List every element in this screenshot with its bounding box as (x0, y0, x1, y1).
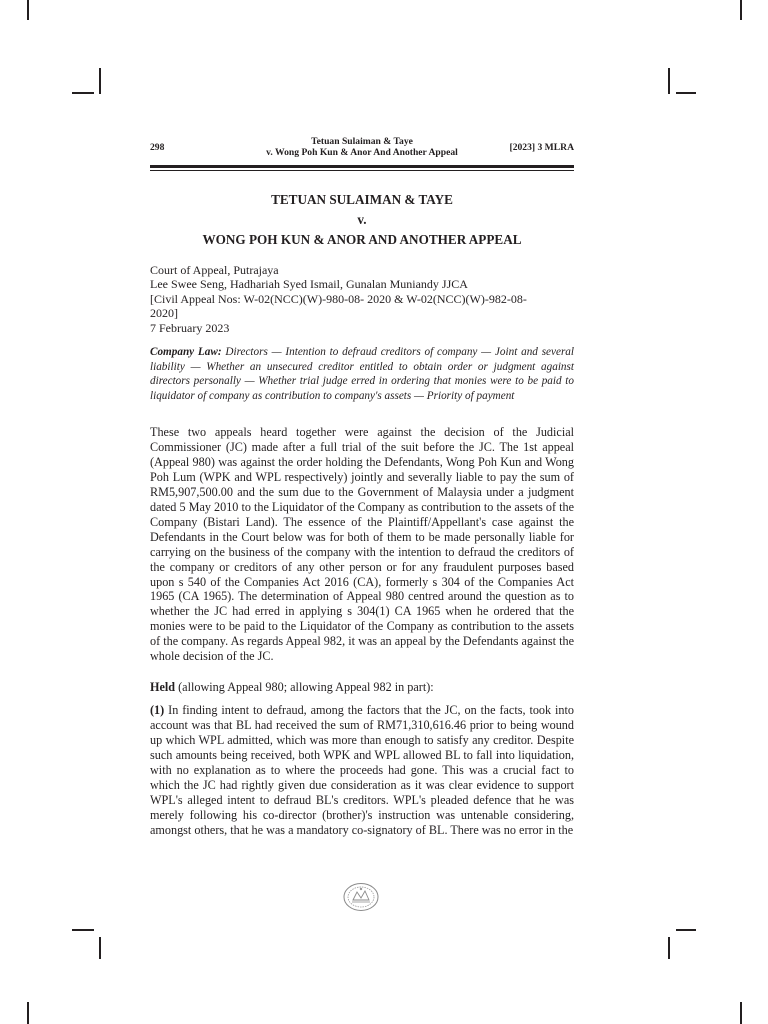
running-head-title-line2: v. Wong Poh Kun & Anor And Another Appeal (266, 147, 458, 158)
held-paragraph (150, 680, 574, 695)
court-name: Court of Appeal, Putrajaya (150, 263, 279, 277)
crop-mark (668, 937, 670, 959)
crop-mark (27, 1002, 29, 1024)
crop-mark (72, 929, 94, 931)
case-title-versus: v. (357, 212, 367, 227)
crop-mark (99, 68, 101, 94)
crop-mark (740, 1002, 742, 1024)
case-title-line1: TETUAN SULAIMAN & TAYE (271, 192, 453, 207)
held-text: (allowing Appeal 980; allowing Appeal 982 in part): (175, 680, 434, 694)
holding-number: (1) (150, 703, 165, 717)
publisher-seal-icon (342, 882, 380, 912)
case-title-line2: WONG POH KUN & ANOR AND ANOTHER APPEAL (202, 232, 522, 247)
crop-mark (27, 0, 29, 20)
crop-mark (676, 92, 696, 94)
appeal-numbers-line1: [Civil Appeal Nos: W-02(NCC)(W)-980-08- 2020 & W-02(NCC)(W)-982-08- (150, 291, 527, 306)
crop-mark (72, 92, 94, 94)
catchwords (150, 345, 574, 403)
held-label: Held (150, 680, 176, 694)
judges: Lee Swee Seng, Hadhariah Syed Ismail, Gunalan Muniandy JJCA (150, 277, 468, 292)
header-rule (150, 165, 574, 168)
holding-paragraph (150, 703, 574, 838)
catchwords-label: Company Law: (150, 346, 222, 358)
page-number: 298 (150, 142, 165, 153)
crop-mark (99, 937, 101, 959)
header-rule-thin (150, 170, 574, 171)
appeal-numbers-line2: 2020] (150, 306, 178, 321)
case-metadata (150, 263, 574, 335)
crop-mark (668, 68, 670, 94)
decision-date: 7 February 2023 (150, 320, 230, 335)
crop-mark (676, 929, 696, 931)
running-head-title-line1: Tetuan Sulaiman & Taye (311, 136, 413, 147)
summary-paragraph: These two appeals heard together were against the decision of the Judicial Commissioner (JC) made after a full trial of the suit before the JC. The 1st appeal (Appeal 980) was against the order holding the Defendants, Wong Poh Kun and Wong Poh Lum (WPK and WPL respectively) jointly and severally liable to pay the sum of RM5,907,500.00 and the sum due to the Government of Malaysia under a judgment dated 5 May 2010 to the Liquidator of the Company as contribution to the assets of the Company (Bistari Land). The essence of the Plaintiff/Appellant's case against the Defendants in the Court below was for both of them to be made personally liable for carrying on the business of the company with the intention to defraud the creditors of the company or creditors of any other person or for any fraudulent purposes based upon s 540 of the Companies Act 2016 (CA), formerly s 304 of the Companies Act 1965 (CA 1965). The determination of Appeal 980 centred around the question as to whether the JC had erred in applying s 304(1) CA 1965 when he ordered that the monies were to be paid to the Liquidator of the Company as contribution to the assets of the company. As regards Appeal 982, it was an appeal by the Defendants against the whole decision of the JC. (150, 425, 574, 664)
crop-mark (740, 0, 742, 20)
holding-text: In finding intent to defraud, among the factors that the JC, on the facts, took into account was that BL had received the sum of RM71,310,616.46 prior to being wound up which WPL admitted, which was more than enough to satisfy any creditor. Despite such amounts being received, both WPK and WPL allowed BL to fall into liquidation, with no explanation as to where the proceeds had gone. This was a crucial fact to which the JC had rightly given due consideration as it was clear evidence to support WPL's alleged intent to defraud BL's creditors. WPL's pleaded defence that he was merely following his co-director (brother)'s instruction was untenable considering, amongst others, that he was a mandatory co-signatory of BL. There was no error in the (150, 703, 574, 837)
running-head (150, 136, 574, 160)
report-citation: [2023] 3 MLRA (509, 142, 574, 153)
catchwords-text: Directors — Intention to defraud creditors of company — Joint and several liability — Whether an unsecured creditor entitled to obtain order or judgment against directors personally — Whether trial judge erred in ordering that monies were to be paid to liquidator of company as contribution to company's assets — Priority of payment (150, 346, 575, 402)
